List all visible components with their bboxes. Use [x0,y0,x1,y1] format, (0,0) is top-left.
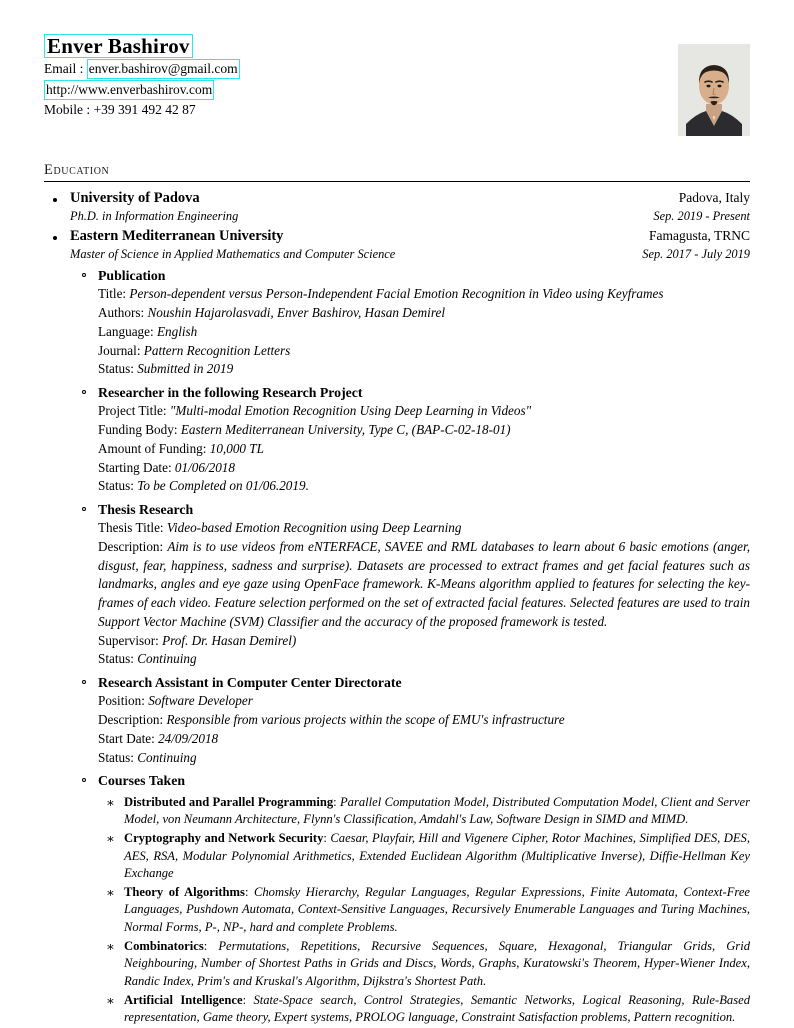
institution-location: Famagusta, TRNC [649,227,750,243]
identity-block [44,34,240,119]
field-value: Responsible from various projects within the scope of EMU's infrastructure [166,712,565,728]
field-label: Position: [98,693,145,709]
asterisk-bullet-icon: ∗ [106,884,115,900]
detail-publication [70,266,750,379]
field-label: Amount of Funding: [98,440,207,456]
field-label: Status: [98,749,134,765]
field-row [98,285,750,304]
field-value: Pattern Recognition Letters [143,342,291,358]
field-row [98,477,750,496]
field-label: Language: [98,323,154,339]
detail-research-assistant [70,673,750,767]
asterisk-bullet-icon: ∗ [106,794,115,810]
field-value: Person-dependent versus Person-Independent Facial Emotion Recognition in Video using Keyframes [129,286,664,302]
education-list [44,189,750,1027]
field-label: Start Date: [98,730,155,746]
field-value: Noushin Hajarolasvadi, Enver Bashirov, Hasan Demirel [147,305,446,321]
field-row [98,323,750,342]
field-value: 01/06/2018 [174,459,235,475]
field-value: 24/09/2018 [158,730,219,746]
field-value: English [156,323,198,339]
field-value: Prof. Dr. Hasan Demirel) [162,632,297,648]
field-label: Project Title: [98,403,167,419]
email-label: Email : [44,61,84,77]
field-label: Status: [98,361,134,377]
field-row [98,304,750,323]
field-label: Description: [98,539,164,555]
field-label: Thesis Title: [98,520,164,536]
field-label: Journal: [98,342,141,358]
field-value: Submitted in 2019 [137,361,234,377]
course-item: ∗ Artificial Intelligence: State-Space search, Control Strategies, Semantic Networks, Logical Reasoning, Rule-Based representation, Game theory, Expert systems, PROLOG language, Constraint Satisfaction problems, Pattern recognition. [106,992,750,1025]
field-value: To be Completed on 01/06.2019. [137,478,309,494]
field-row [98,342,750,361]
mobile-label: Mobile : [44,102,91,118]
field-label: Supervisor: [98,632,159,648]
email-link[interactable]: enver.bashirov@gmail.com [87,59,240,79]
field-row [98,459,750,478]
course-item: ∗ Cryptography and Network Security: Caesar, Playfair, Hill and Vigenere Cipher, Rotor Machines, Simplified DES, DES, AES, RSA, Modular Polynomial Arithmetics, Extended Euclidean Algorithm (Multiplicative Inverse), Diffie-Hellman Key Exchange [106,830,751,881]
bullet-icon [53,198,57,202]
detail-heading: Publication [98,268,166,283]
field-value: Software Developer [148,693,253,709]
field-row-description [98,538,750,632]
field-row [98,519,750,538]
field-row [98,730,750,749]
course-item: ∗ Combinatorics: Permutations, Repetitions, Recursive Sequences, Square, Hexagonal, Triangular Grids, Grid Neighbouring, Number of Shortest Paths in Grids and Discs, Words, Graphs, Kuratowski's Theorem, Hyper-Wiener Index, Randic Index, Prim's and Kruskal's Algorithm, Dijkstra's Shortest Path. [106,938,750,988]
field-value: 10,000 TL [209,440,264,456]
field-row [98,360,750,379]
field-value: Continuing [137,651,197,667]
website-line [44,80,240,100]
circle-bullet-icon [82,507,86,511]
circle-bullet-icon [82,680,86,684]
email-line [44,59,240,79]
detail-courses-taken [70,771,750,1026]
course-topics: Permutations, Repetitions, Recursive Sequences, Square, Hexagonal, Triangular Grids, Grid Neighbouring, Number of Shortest Paths in Grids and Discs, Words, Graphs, Kuratowski's Theorem, Hyper-Wiener Index, Randic Index, Prim's and Kruskal's Algorithm, Dijkstra's Shortest Path. [124,938,750,988]
institution-name: Eastern Mediterranean University [70,227,284,244]
field-row [98,402,750,421]
detail-research-project [70,383,750,496]
course-name: Cryptography and Network Security [124,830,324,845]
field-row [98,749,750,768]
field-row [98,692,750,711]
course-topics: State-Space search, Control Strategies, Semantic Networks, Logical Reasoning, Rule-Based representation, Game theory, Expert systems, PROLOG language, Constraint Satisfaction problems, Pattern recognition. [124,992,750,1025]
asterisk-bullet-icon: ∗ [106,992,115,1008]
circle-bullet-icon [82,390,86,394]
degree-dates: Sep. 2019 - Present [653,209,750,224]
avatar [678,44,750,136]
course-name: Theory of Algorithms [124,884,245,899]
cv-header [44,34,750,142]
field-label: Starting Date: [98,459,172,475]
field-row [98,711,750,730]
field-value: Continuing [137,749,197,765]
courses-list [98,794,750,1027]
degree-dates: Sep. 2017 - July 2019 [642,246,750,261]
degree-name: Master of Science in Applied Mathematics and Computer Science [70,246,396,261]
detail-heading: Thesis Research [98,501,194,517]
field-value: Aim is to use videos from eNTERFACE, SAVEE and RML databases to learn about 6 basic emotions (anger, disgust, fear, happiness, sadness and surprise). Datasets are processed to extract frames and get facial features such as landmarks, angles and eye gaze using OpenFace framework. K-Means algorithm applied to features for selecting the key-frames of each video. Feature selection performed on the set of extracted facial features. Selected features are used to train Support Vector Machine (SVM) Classifier and the accuracy of the proposed framework is tested. [98,539,751,629]
asterisk-bullet-icon: ∗ [106,938,115,954]
field-label: Status: [98,478,134,494]
field-row [98,421,750,440]
course-topics: Caesar, Playfair, Hill and Vigenere Cipher, Rotor Machines, Simplified DES, DES, AES, RSA, Modular Polynomial Arithmetics, Extended Euclidean Algorithm (Multiplicative Inverse), Diffie-Hellman Key Exchange [124,830,751,881]
mobile-value: +39 391 492 42 87 [93,102,196,118]
institution-name: University of Padova [70,190,200,206]
field-label: Status: [98,651,134,667]
circle-bullet-icon [82,273,86,277]
detail-thesis-research [70,500,750,669]
course-name: Combinatorics [124,938,204,953]
education-entry [44,189,750,225]
field-value: Video-based Emotion Recognition using Deep Learning [166,520,462,536]
field-value: "Multi-modal Emotion Recognition Using Deep Learning in Videos" [169,403,532,419]
course-item: ∗ Distributed and Parallel Programming: Parallel Computation Model, Distributed Computation Model, Client and Server Model, von Neumann Architecture, Flynn's Classification, Amdahl's Law, Software Design in SIMD and MIMD. [106,794,750,827]
course-name: Distributed and Parallel Programming [124,794,334,809]
degree-name: Ph.D. in Information Engineering [70,209,239,224]
mobile-line [44,101,240,119]
asterisk-bullet-icon: ∗ [106,830,115,846]
detail-heading: Researcher in the following Research Project [98,384,363,400]
education-entry [44,227,750,1027]
field-label: Title: [98,286,127,302]
course-name: Artificial Intelligence [124,992,243,1007]
field-row [98,632,750,651]
field-row [98,650,750,669]
course-item: ∗ Theory of Algorithms: Chomsky Hierarchy, Regular Languages, Regular Expressions, Finite Automata, Context-Free Languages, Pushdown Automata, Context-Sensitive Languages, Recursively Enumerable Languages and Turing Machines, Normal Forms, P-, NP-, hard and complete Problems. [106,884,751,935]
field-value: Eastern Mediterranean University, Type C, (BAP-C-02-18-01) [180,422,511,438]
website-link[interactable]: http://www.enverbashirov.com [44,80,214,100]
field-row [98,440,750,459]
detail-heading: Research Assistant in Computer Center Directorate [98,675,402,691]
field-label: Authors: [98,305,145,321]
circle-bullet-icon [82,778,86,782]
education-details-list [70,266,750,1027]
page-title: Enver Bashirov [47,34,190,58]
course-topics: Chomsky Hierarchy, Regular Languages, Regular Expressions, Finite Automata, Context-Free Languages, Pushdown Automata, Context-Sensitive Languages, Recursively Enumerable Languages and Turing Machines, Normal Forms, P-, NP-, hard and complete Problems. [124,884,751,935]
name-link-box[interactable] [44,34,193,58]
field-label: Description: [98,712,164,728]
detail-heading: Courses Taken [98,773,186,789]
course-topics: Parallel Computation Model, Distributed Computation Model, Client and Server Model, von Neumann Architecture, Flynn's Classification, Amdahl's Law, Software Design in SIMD and MIMD. [124,794,750,827]
institution-location: Padova, Italy [678,190,750,205]
field-label: Funding Body: [98,422,178,438]
bullet-icon [53,236,57,240]
section-divider [44,181,750,182]
section-heading-education: Education [44,162,110,178]
portrait-photo-icon [678,44,750,136]
